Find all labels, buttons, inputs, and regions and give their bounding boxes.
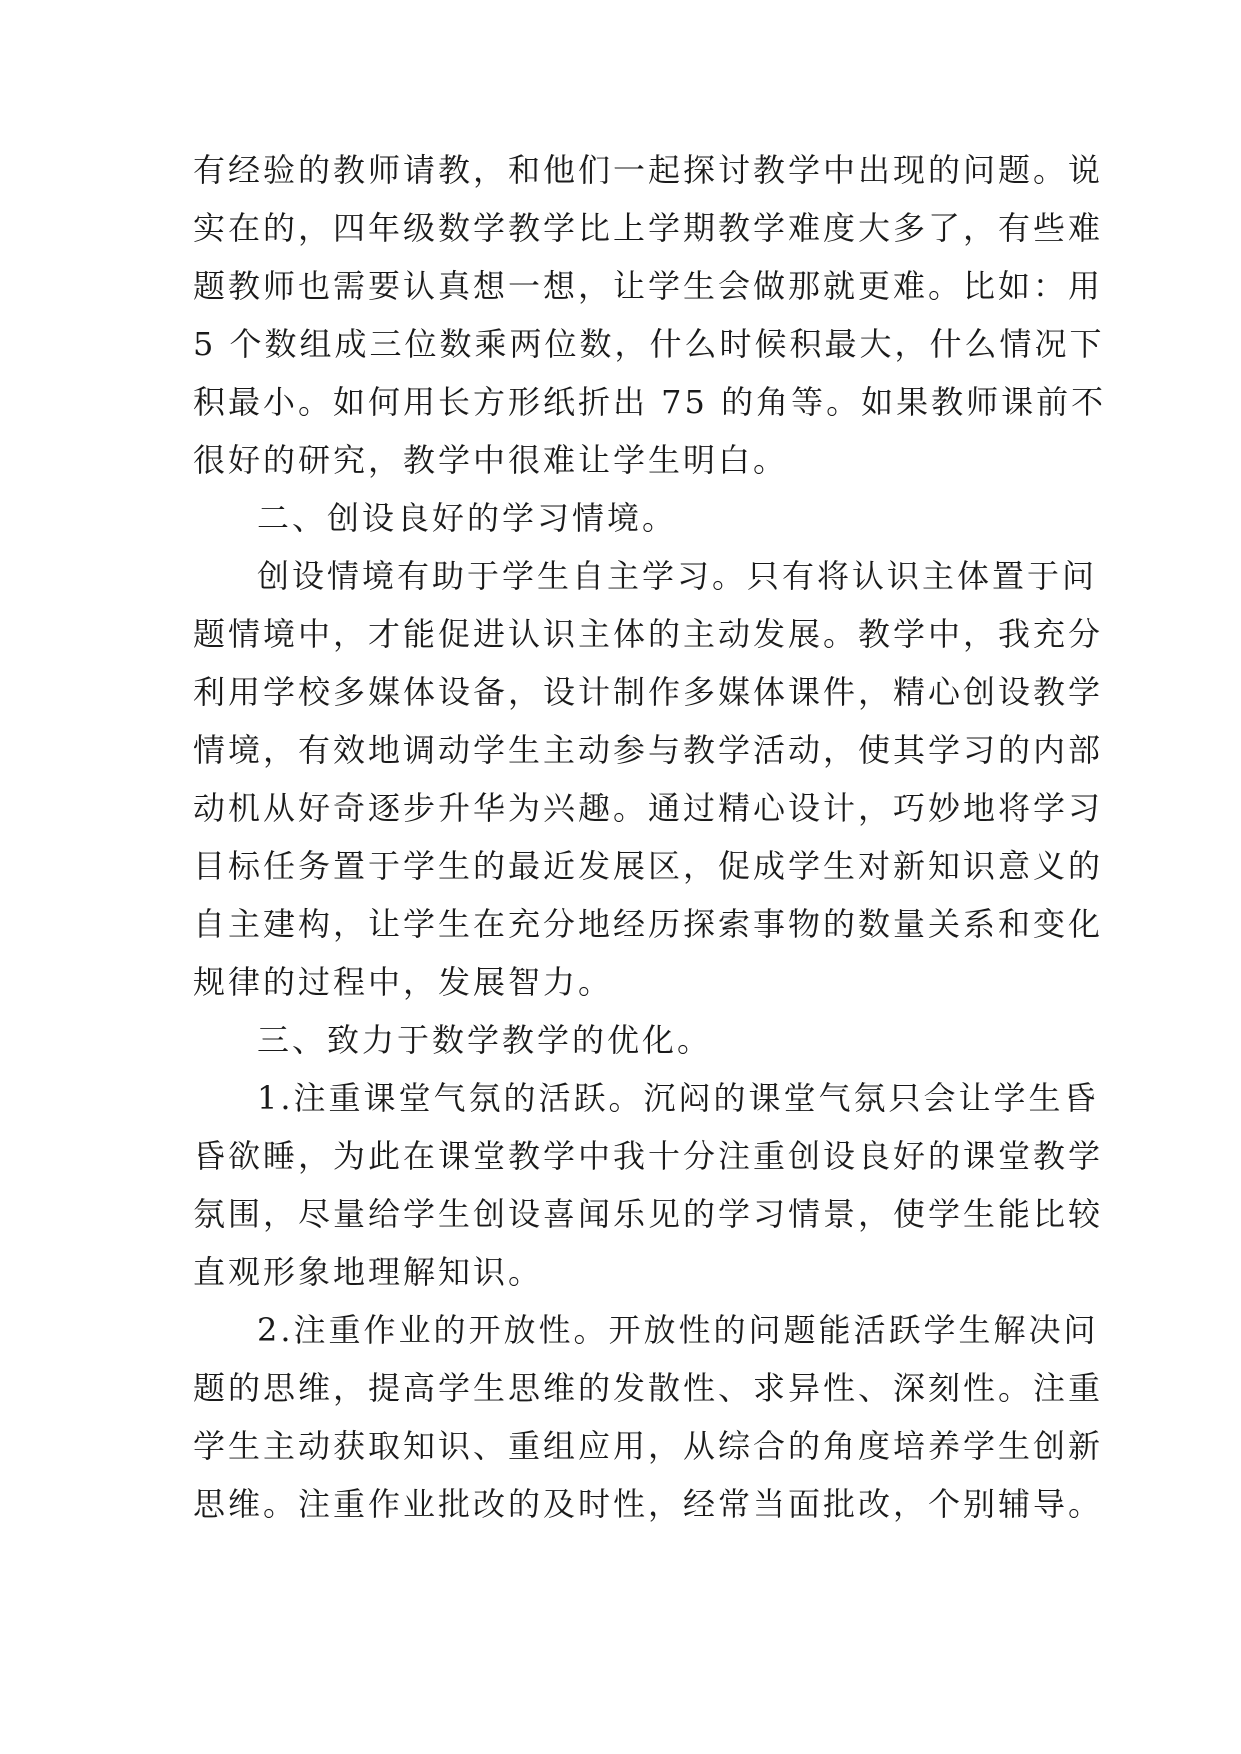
text-line: 规律的过程中，发展智力。 xyxy=(193,963,614,1001)
text-line: 思维。注重作业批改的及时性，经常当面批改，个别辅导。 xyxy=(193,1485,1104,1523)
text-line: 动机从好奇逐步升华为兴趣。通过精心设计，巧妙地将学习 xyxy=(193,789,1104,827)
text-line: 题情境中，才能促进认识主体的主动发展。教学中，我充分 xyxy=(193,615,1104,653)
text-line: 情境，有效地调动学生主动参与教学活动，使其学习的内部 xyxy=(193,731,1104,769)
section-heading: 三、致力于数学教学的优化。 xyxy=(257,1021,713,1059)
text-line: 题教师也需要认真想一想，让学生会做那就更难。比如：用 xyxy=(193,267,1104,305)
text-line: 自主建构，让学生在充分地经历探索事物的数量关系和变化 xyxy=(193,905,1104,943)
text-line: 实在的，四年级数学教学比上学期教学难度大多了，有些难 xyxy=(193,209,1104,247)
text-line: 创设情境有助于学生自主学习。只有将认识主体置于问 xyxy=(257,557,1098,595)
text-line: 题的思维，提高学生思维的发散性、求异性、深刻性。注重 xyxy=(193,1369,1104,1407)
text-line: 2.注重作业的开放性。开放性的问题能活跃学生解决问 xyxy=(257,1311,1099,1349)
text-line: 目标任务置于学生的最近发展区，促成学生对新知识意义的 xyxy=(193,847,1104,885)
text-line: 利用学校多媒体设备，设计制作多媒体课件，精心创设教学 xyxy=(193,673,1104,711)
text-line: 昏欲睡，为此在课堂教学中我十分注重创设良好的课堂教学 xyxy=(193,1137,1104,1175)
text-line: 氛围，尽量给学生创设喜闻乐见的学习情景，使学生能比较 xyxy=(193,1195,1104,1233)
section-heading: 二、创设良好的学习情境。 xyxy=(257,499,678,537)
text-line: 5 个数组成三位数乘两位数，什么时候积最大，什么情况下 xyxy=(193,325,1105,363)
text-line: 有经验的教师请教，和他们一起探讨教学中出现的问题。说 xyxy=(193,151,1104,189)
text-line: 直观形象地理解知识。 xyxy=(193,1253,544,1291)
text-line: 1.注重课堂气氛的活跃。沉闷的课堂气氛只会让学生昏 xyxy=(257,1079,1099,1117)
text-line: 学生主动获取知识、重组应用，从综合的角度培养学生创新 xyxy=(193,1427,1104,1465)
text-line: 积最小。如何用长方形纸折出 75 的角等。如果教师课前不 xyxy=(193,383,1107,421)
text-line: 很好的研究，教学中很难让学生明白。 xyxy=(193,441,789,479)
